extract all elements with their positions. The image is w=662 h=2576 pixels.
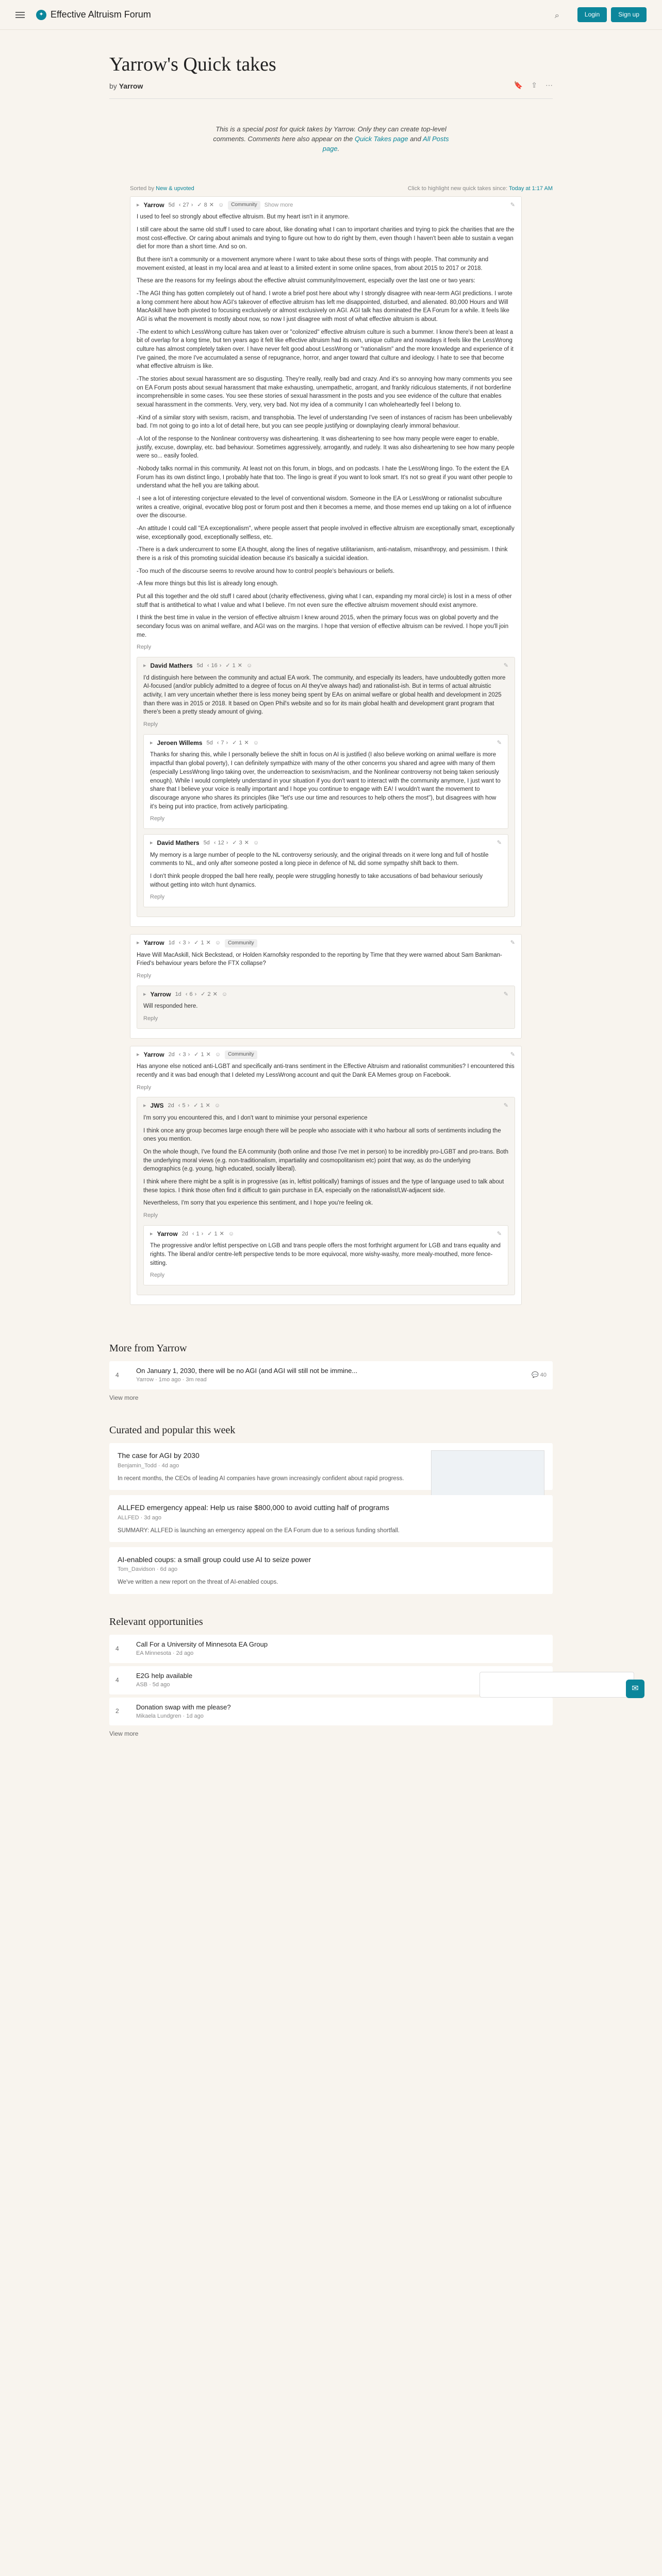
comment-age[interactable]: 5d <box>203 839 210 846</box>
upvote-icon[interactable]: › <box>219 663 222 669</box>
more-from-list <box>109 1361 553 1389</box>
downvote-icon[interactable]: ‹ <box>217 739 219 746</box>
comment-meta <box>137 939 515 947</box>
comment-paragraph: Have Will MacAskill, Nick Beckstead, or Holden Karnofsky responded to the reporting by Time that they were warned about Sam Bankman-Fried's behaviour years before the FTX collapse? <box>137 952 502 967</box>
comment-paragraph: Will responded here. <box>143 1003 198 1010</box>
add-reaction-icon[interactable]: ☺ <box>246 663 253 669</box>
karma-vote[interactable] <box>207 662 222 670</box>
section-title: Curated and popular this week <box>109 1425 236 1436</box>
karma-count: 6 <box>189 991 193 997</box>
all-posts-link[interactable]: All Posts page <box>322 135 449 153</box>
comment-paragraph: -Nobody talks normal in this community. At least not on this forum, in blogs, and on podcasts. I hate the LessWrong lingo. To the extent the EA Forum has its own distinct lingo, I probably hate that too. The lingo is great if you want to look smart. It's not so great if you want other people to understand what the hell you are talking about. <box>137 466 512 489</box>
post-karma: 2 <box>115 1707 119 1715</box>
disagree-x-icon[interactable]: ✕ <box>206 939 211 946</box>
agree-check-icon[interactable]: ✓ <box>232 739 237 746</box>
collapse-icon[interactable]: ▸ <box>150 839 153 846</box>
upvote-icon[interactable]: › <box>226 839 228 846</box>
post-summary: SUMMARY: ALLFED is launching an emergency appeal on the EA Forum due to a serious funding shortfall. <box>118 1527 400 1534</box>
comment-author[interactable]: Jeroen Willems <box>157 739 203 747</box>
comment-paragraph: -The AGI thing has gotten completely out of hand. I wrote a brief post here about why I strongly disagree with near-term AGI predictions. I wrote a long comment here about how AGI's takeover of effective altruism has left me disappointed, disturbed, and alienated. 80,000 Hours and Will MacAskill have both pivoted to focusing exclusively or almost exclusively on AGI. AGI talk has dominated the EA Forum for a while. It feels like AGI is what the movement is mostly about now, so now I just disagree with most of what effective altruism is about. <box>137 290 512 323</box>
show-more-link[interactable]: Show more <box>264 201 293 208</box>
comment-meta <box>150 839 502 848</box>
post-item[interactable] <box>109 1635 553 1663</box>
upvote-icon[interactable]: › <box>194 991 197 997</box>
sort-bar: Sorted by New & upvoted Click to highlight new quick takes since: Today at 1:17 AM <box>130 185 553 192</box>
comment-menu-icon[interactable]: ✎ <box>510 201 515 208</box>
agree-check-icon[interactable]: ✓ <box>194 1051 199 1058</box>
agree-vote[interactable] <box>194 1051 211 1059</box>
comment-paragraph: But there isn't a community or a movement anymore where I want to take about these sorts of things with people. That community and movement existed, at least in my local area and at least to a limited extent in some online spaces, from about 2015 to 2017 or 2018. <box>137 256 489 272</box>
community-tag[interactable]: Community <box>225 1050 257 1059</box>
post-title[interactable] <box>136 1366 526 1384</box>
agree-count: 1 <box>200 1103 204 1109</box>
comment-author[interactable]: David Mathers <box>150 662 193 670</box>
agree-count: 2 <box>207 991 211 997</box>
karma-vote[interactable] <box>178 1102 189 1110</box>
disagree-x-icon[interactable]: ✕ <box>212 991 218 997</box>
upvote-icon[interactable]: › <box>201 1230 204 1237</box>
collapse-icon[interactable]: ▸ <box>150 1230 153 1237</box>
collapse-icon[interactable]: ▸ <box>150 739 153 746</box>
add-reaction-icon[interactable]: ☺ <box>253 739 259 746</box>
reply-button[interactable]: Reply <box>143 1015 158 1022</box>
add-reaction-icon[interactable]: ☺ <box>253 839 259 846</box>
comment-count[interactable]: 💬 40 <box>532 1371 547 1378</box>
comment-age[interactable]: 1d <box>175 991 181 997</box>
author-link[interactable]: Yarrow <box>119 82 143 91</box>
comment-menu-icon[interactable]: ✎ <box>496 739 502 746</box>
comment-menu-icon[interactable]: ✎ <box>510 1051 515 1058</box>
comment-body <box>137 213 515 639</box>
karma-count: 7 <box>221 739 224 746</box>
comment-paragraph: -Kind of a similar story with sexism, racism, and transphobia. The level of understanding I've seen of instances of racism has been unbelievably bad. I'm not going to go into a lot of detail here, but you can see people justifying or downplaying clearly immoral behaviour. <box>137 414 512 430</box>
comment-body <box>143 674 508 717</box>
agree-check-icon[interactable]: ✓ <box>207 1230 212 1237</box>
post-title-text[interactable]: E2G help available <box>136 1671 193 1680</box>
post-title[interactable]: The case for AGI by 2030 <box>118 1451 200 1460</box>
comment-menu-icon[interactable]: ✎ <box>510 939 515 946</box>
comment-body <box>150 851 502 890</box>
chat-icon[interactable]: ✉ <box>626 1680 644 1698</box>
karma-vote[interactable] <box>217 739 228 748</box>
comment-age[interactable]: 1d <box>168 939 175 946</box>
section-title: Relevant opportunities <box>109 1616 203 1628</box>
reply-button[interactable]: Reply <box>143 1212 158 1218</box>
agree-vote[interactable] <box>197 201 214 210</box>
comment-paragraph: I'm sorry you encountered this, and I don't want to minimise your personal experience <box>143 1114 368 1121</box>
section-title: More from Yarrow <box>109 1343 187 1354</box>
karma-count: 1 <box>196 1230 200 1237</box>
downvote-icon[interactable]: ‹ <box>178 201 181 208</box>
disagree-x-icon[interactable]: ✕ <box>244 739 249 746</box>
post-authors[interactable]: ALLFED · 3d ago <box>118 1514 161 1521</box>
add-reaction-icon[interactable]: ☺ <box>221 991 228 997</box>
page-title: Yarrow's Quick takes <box>109 54 276 75</box>
curated-list <box>109 1443 553 1594</box>
karma-vote[interactable] <box>179 1051 190 1059</box>
agree-count: 1 <box>201 939 204 946</box>
reply-button[interactable]: Reply <box>150 894 165 901</box>
comment-paragraph: -I see a lot of interesting conjecture elevated to the level of conventional wisdom. Someone in the EA or LessWrong or rationalist subculture writes a creative, original, evocative blog post or forum post and then it becomes a meme, and those memes end up taking on a lot of influence over the discourse. <box>137 496 511 519</box>
downvote-icon[interactable]: ‹ <box>178 1051 181 1058</box>
post-title[interactable] <box>136 1640 547 1658</box>
agree-count: 1 <box>239 739 242 746</box>
upvote-icon[interactable]: › <box>188 1051 190 1058</box>
agree-count: 8 <box>204 201 207 208</box>
upvote-icon[interactable]: › <box>191 201 193 208</box>
comment-meta <box>143 1101 508 1110</box>
karma-count: 5 <box>182 1103 186 1109</box>
post-meta: Mikaela Lundgren · 1d ago <box>136 1713 204 1719</box>
post-item[interactable] <box>109 1361 553 1389</box>
comment-meta <box>143 662 508 670</box>
comment-author[interactable]: JWS <box>150 1102 164 1110</box>
comment-body <box>143 1114 508 1208</box>
disagree-x-icon[interactable]: ✕ <box>237 663 242 669</box>
agree-check-icon[interactable]: ✓ <box>201 991 206 997</box>
disagree-x-icon[interactable]: ✕ <box>206 1051 211 1058</box>
comment-author[interactable]: Yarrow <box>143 1050 164 1058</box>
comment-age[interactable]: 5d <box>206 739 213 746</box>
downvote-icon[interactable]: ‹ <box>178 939 181 946</box>
agree-check-icon[interactable]: ✓ <box>194 939 199 946</box>
comment-paragraph: On the whole though, I've found the EA community (both online and those I've met in person) to be incredibly pro-LGBT and pro-trans. Both the underlying moral views (e.g. non-traditionalism, impartiality and cosmopolitanism etc) point that way, as do the underlying demographics (e.g. young, high educated, socially liberal). <box>143 1148 509 1173</box>
karma-vote[interactable] <box>179 201 193 210</box>
disagree-x-icon[interactable]: ✕ <box>219 1230 224 1237</box>
community-tag[interactable]: Community <box>228 201 260 210</box>
reply-button[interactable]: Reply <box>137 644 152 651</box>
post-karma: 4 <box>115 1676 119 1684</box>
post-actions <box>514 80 553 90</box>
post-title[interactable]: AI-enabled coups: a small group could use AI to seize power <box>118 1555 311 1564</box>
karma-vote[interactable] <box>214 839 228 848</box>
comment-author[interactable]: Yarrow <box>143 939 164 947</box>
post-karma: 4 <box>115 1645 119 1652</box>
comment-paragraph: I think the best time in value in the version of effective altruism I knew around 2015, when the primary focus was on global poverty and the secondary focus was on animal welfare, and AGI was on the margins. I hope that version of effective altruism can be revived. I hope you'll join me. <box>137 615 509 638</box>
add-reaction-icon[interactable]: ☺ <box>228 1230 235 1237</box>
downvote-icon[interactable]: ‹ <box>207 663 209 669</box>
comment-paragraph: -Too much of the discourse seems to revolve around how to control people's behaviours or beliefs. <box>137 568 395 574</box>
view-more-link[interactable]: View more <box>109 1730 139 1738</box>
collapse-icon[interactable]: ▸ <box>137 939 140 946</box>
collapse-icon[interactable]: ▸ <box>143 991 146 997</box>
comment-paragraph: I think where there might be a split is in progressive (as in, leftist politically) framings of issues and the type of language used to talk about these topics. I think those often find it difficult to gain purchase in EA, especially on the rationalist/LW-adjacent side. <box>143 1178 504 1194</box>
comment-body <box>137 951 515 968</box>
reply-button[interactable]: Reply <box>143 721 158 728</box>
quick-takes-link[interactable]: Quick Takes page <box>354 135 408 143</box>
search-icon[interactable]: ⌕ <box>554 11 559 20</box>
disagree-x-icon[interactable]: ✕ <box>209 201 214 208</box>
karma-vote[interactable] <box>179 939 190 947</box>
agree-check-icon[interactable]: ✓ <box>225 663 230 669</box>
divider <box>109 98 553 99</box>
collapse-icon[interactable]: ▸ <box>137 1051 140 1058</box>
post-header <box>109 30 553 99</box>
forum-logo-icon[interactable]: ✦ <box>36 10 46 20</box>
collapse-icon[interactable]: ▸ <box>137 201 140 208</box>
downvote-icon[interactable]: ‹ <box>213 839 216 846</box>
comment <box>130 934 522 1039</box>
comment-meta <box>137 1050 515 1059</box>
karma-vote[interactable] <box>186 991 196 999</box>
comment <box>130 196 522 927</box>
comment-menu-icon[interactable]: ✎ <box>503 1103 508 1109</box>
comment-age[interactable]: 5d <box>196 663 203 669</box>
comment-meta <box>137 201 515 210</box>
comment-body <box>150 1242 502 1267</box>
comment-author[interactable]: Yarrow <box>150 990 171 998</box>
comment-paragraph: Nevertheless, I'm sorry that you experience this sentiment, and I hope you're feeling ok. <box>143 1200 373 1207</box>
comment-body <box>137 1062 515 1079</box>
comment-body <box>143 1002 508 1011</box>
comment-author[interactable]: David Mathers <box>157 839 200 847</box>
post-title-text[interactable]: Call For a University of Minnesota EA Group <box>136 1640 268 1649</box>
comment-paragraph: -A lot of the response to the Nonlinear controversy was disheartening. It was disheartening to see how many people were eager to enable, justify, excuse, downplay, etc. bad behaviour. Sometimes aggressively, arrogantly, and rudely. It was also disheartening to see how many people were so... easily fooled. <box>137 436 515 460</box>
comment-menu-icon[interactable]: ✎ <box>503 663 508 669</box>
comment-meta <box>150 739 502 748</box>
agree-vote[interactable] <box>201 991 218 999</box>
bookmark-icon[interactable]: 🔖 <box>514 81 523 90</box>
upvote-icon[interactable]: › <box>226 739 228 746</box>
comment-paragraph: -There is a dark undercurrent to some EA thought, along the lines of negative utilitarianism, anti-natalism, misanthropy, and pessimism. I think there is a risk of this promoting suicidal ideation because it's basically a suicidal ideation. <box>137 547 508 562</box>
comment <box>143 734 508 829</box>
karma-count: 16 <box>211 663 218 669</box>
downvote-icon[interactable]: ‹ <box>192 1230 194 1237</box>
comment-paragraph: The progressive and/or leftist perspective on LGB and trans people offers the most forthright argument for LGB and trans equality and rights. The liberal and/or centre-left perspective tends to be more equivocal, more wishy-washy, more mealy-mouthed, more fence-sitting. <box>150 1243 501 1266</box>
karma-count: 3 <box>183 1051 186 1058</box>
comment-paragraph: Thanks for sharing this, while I personally believe the shift in focus on AI is justified (I also believe working on animal welfare is more impactful than global poverty), I can definitely sympathize with many of the other concerns you shared and agree with many of them (especially LessWrong lingo taking over, the underreaction to sexism/racism, and the Nonlinear controversy not being taken seriously enough). While I would completely understand in your situation if you don't want to interact with the community anymore, I just want to share that I believe your voice is really important and I hope you continue to engage with EA! I wouldn't want the movement to discourage anyone who shares its principles (like "let's use our time and resources to help others the most"), but disagrees with how it's being put into practice, from actively participating. <box>150 752 501 810</box>
disagree-x-icon[interactable]: ✕ <box>244 839 249 846</box>
post-meta: Yarrow · 1mo ago · 3m read <box>136 1377 207 1383</box>
post-summary: In recent months, the CEOs of leading AI companies have grown increasingly confident about rapid progress. <box>118 1475 404 1482</box>
collapse-icon[interactable]: ▸ <box>143 1103 146 1109</box>
agree-check-icon[interactable]: ✓ <box>197 201 202 208</box>
sort-dropdown[interactable]: New & upvoted <box>156 185 194 192</box>
comment-menu-icon[interactable]: ✎ <box>503 991 508 997</box>
comment-paragraph: Put all this together and the old stuff I cared about (charity effectiveness, giving what I can, expanding my moral circle) is lost in a mess of other stuff that is antithetical to what I value and what I believe. I'm not even sure the effective altruism movement should exist anymore. <box>137 594 512 608</box>
comment-body <box>150 751 502 811</box>
comment-paragraph: My memory is a large number of people to the NL controversy seriously, and the original threads on it were long and full of hostile comments to NL, and only after someone posted a long piece in defence of NL did some sympathy shift back to them. <box>150 852 489 867</box>
post-meta: EA Minnesota · 2d ago <box>136 1650 194 1656</box>
comment <box>137 986 515 1029</box>
agree-vote[interactable] <box>232 739 249 748</box>
add-reaction-icon[interactable]: ☺ <box>214 1103 221 1109</box>
comment-age[interactable]: 2d <box>168 1103 174 1109</box>
add-reaction-icon[interactable]: ☺ <box>218 201 224 208</box>
top-navigation <box>0 0 662 30</box>
reply-button[interactable]: Reply <box>137 972 152 979</box>
agree-count: 1 <box>214 1230 218 1237</box>
reply-button[interactable]: Reply <box>150 816 165 822</box>
upvote-icon[interactable]: › <box>188 939 190 946</box>
reply-button[interactable]: Reply <box>137 1084 152 1091</box>
comment-paragraph: I'd distinguish here between the community and actual EA work. The community, and especially its leaders, have undoubtedly gotten more AI-focused (and/or publicly admitted to a degree of focus on AI they've always had) and rationalist-ish. But in terms of actual altruistic activity, I am very uncertain whether there is less money being spent by EAs on animal welfare or global health and development in 2025 than there was in 2015 or 2018. It based on Open Phil's website and so for its main global health and development grant program that there's been a pretty steady amount of giving. <box>143 674 506 716</box>
comment-paragraph: -The stories about sexual harassment are so disgusting. They're really, really bad and crazy. And it's so annoying how many comments you see on EA Forum posts about sexual harassment that make exhausting, unempathetic, arrogant, and frankly ridiculous statements, if not borderline incomprehensible in some cases. You see these stories of sexual harassment in the posts and you see evidence of the culture that enables sexual harassment in the comments. Very, very, very bad. Not my idea of a community I can wholeheartedly feel I belong to. <box>137 376 512 409</box>
agree-count: 1 <box>201 1051 204 1058</box>
post-authors[interactable]: Tom_Davidson · 6d ago <box>118 1566 178 1573</box>
agree-vote[interactable] <box>232 839 249 848</box>
comment <box>143 834 508 907</box>
page-container <box>109 30 553 1780</box>
view-more-link[interactable]: View more <box>109 1394 139 1401</box>
site-title[interactable]: Effective Altruism Forum <box>51 9 151 20</box>
comment-paragraph: -The extent to which LessWrong culture has taken over or "colonized" effective altruism culture is such a bummer. I know there's been at least a bit of overlap for a long time, but ten years ago it felt like effective altruism had its own, unique culture and nowadays it feels like the LessWrong culture has almost completely taken over. I have never felt good about LessWrong or "rationalism" and the more knowledge and experience of it I've gained, the more I've accumulated a sense of repugnance, horror, and anger toward that culture and ideology. I hate to see that become what effective altruism is like. <box>137 329 514 370</box>
curated-post-card[interactable] <box>109 1547 553 1594</box>
comment-meta <box>150 1230 502 1239</box>
comment-paragraph: Has anyone else noticed anti-LGBT and specifically anti-trans sentiment in the Effective Altruism and rationalist communities? I encountered this recently and it was bad enough that I deleted my LessWrong account and quit the Dank EA Memes group on Facebook. <box>137 1063 515 1078</box>
post-title-text[interactable]: Donation swap with me please? <box>136 1703 231 1711</box>
karma-vote[interactable] <box>192 1230 203 1239</box>
comment <box>130 1046 522 1305</box>
agree-check-icon[interactable]: ✓ <box>232 839 237 846</box>
reply-button[interactable]: Reply <box>150 1272 165 1279</box>
signup-button[interactable]: Sign up <box>611 7 647 22</box>
agree-check-icon[interactable]: ✓ <box>193 1103 198 1109</box>
comment-paragraph: I still care about the same old stuff I used to care about, like donating what I can to important charities and trying to pick the charities that are the most cost-effective. Or caring about animals and trying to figure out how to do right by them, even though I haven't been able to sustain a vegan diet for more than a short time. And so on. <box>137 226 515 250</box>
byline: by Yarrow <box>109 82 143 91</box>
agree-vote[interactable] <box>193 1102 210 1110</box>
comment-thread <box>130 196 522 1305</box>
highlight-date-selector[interactable]: Today at 1:17 AM <box>509 185 553 192</box>
comment-menu-icon[interactable]: ✎ <box>496 1230 502 1237</box>
post-title[interactable]: ALLFED emergency appeal: Help us raise $800,000 to avoid cutting half of programs <box>118 1503 389 1512</box>
agree-vote[interactable] <box>207 1230 224 1239</box>
comment-author[interactable]: Yarrow <box>157 1230 178 1238</box>
karma-count: 3 <box>183 939 186 946</box>
menu-icon[interactable] <box>15 12 25 18</box>
curated-post-card[interactable] <box>109 1495 553 1542</box>
upvote-icon[interactable]: › <box>187 1103 190 1109</box>
more-from-section <box>109 1341 553 1402</box>
agree-vote[interactable] <box>194 939 211 947</box>
comment-meta <box>143 990 508 999</box>
add-reaction-icon[interactable]: ☺ <box>214 1051 221 1058</box>
post-summary: We've written a new report on the threat of AI-enabled coups. <box>118 1579 278 1586</box>
post-authors[interactable]: Benjamin_Todd · 4d ago <box>118 1462 179 1469</box>
comment-age[interactable]: 2d <box>181 1230 188 1237</box>
karma-count: 12 <box>218 839 224 846</box>
comment-paragraph: I used to feel so strongly about effective altruism. But my heart isn't in it anymore. <box>137 214 350 221</box>
login-button[interactable]: Login <box>577 7 607 22</box>
comment-paragraph: I don't think people dropped the ball here really, people were struggling honestly to take accusations of bad behaviour seriously without getting into witch hunt dynamics. <box>150 873 483 888</box>
add-reaction-icon[interactable]: ☺ <box>214 939 221 946</box>
comment-paragraph: These are the reasons for my feelings about the effective altruist community/movement, especially over the last one or two years: <box>137 278 475 284</box>
downvote-icon[interactable]: ‹ <box>178 1103 180 1109</box>
comment-author[interactable]: Yarrow <box>143 201 164 209</box>
intro-text: This is a special post for quick takes by Yarrow. Only they can create top-level comments. Comments here also appear on the Quick Takes page and All Posts page. <box>213 125 449 153</box>
post-meta: ASB · 5d ago <box>136 1681 170 1688</box>
agree-count: 3 <box>239 839 242 846</box>
karma-count: 27 <box>183 201 189 208</box>
community-tag[interactable]: Community <box>225 939 257 948</box>
post-karma: 4 <box>115 1371 119 1379</box>
comment-paragraph: -An attitude I could call "EA exceptionalism", where people assert that people involved in effective altruism are exceptionally smart, exceptionally wise, exceptionally good, exceptionally selfless, etc. <box>137 526 515 540</box>
comment-age[interactable]: 5d <box>168 201 175 208</box>
comment <box>137 657 515 917</box>
collapse-icon[interactable]: ▸ <box>143 663 146 669</box>
post-title[interactable] <box>136 1703 547 1721</box>
agree-vote[interactable] <box>225 662 242 670</box>
comment <box>143 1225 508 1285</box>
post-item[interactable] <box>109 1698 553 1726</box>
comment-paragraph: -A few more things but this list is already long enough. <box>137 581 278 587</box>
disagree-x-icon[interactable]: ✕ <box>205 1103 210 1109</box>
comment <box>137 1097 515 1295</box>
post-title-text[interactable]: On January 1, 2030, there will be no AGI (and AGI will still not be immine... <box>136 1367 358 1375</box>
curated-section <box>109 1423 553 1594</box>
notification-popup[interactable] <box>479 1672 634 1698</box>
comment-paragraph: I think once any group becomes large enough there will be people who associate with it who harbour all sorts of sentiments including the ones you mention. <box>143 1127 501 1143</box>
comment-age[interactable]: 2d <box>168 1051 175 1058</box>
comment-menu-icon[interactable]: ✎ <box>496 839 502 846</box>
downvote-icon[interactable]: ‹ <box>185 991 188 997</box>
agree-count: 1 <box>232 663 236 669</box>
share-icon[interactable]: ⇪ <box>531 81 537 90</box>
curated-post-card[interactable] <box>109 1443 553 1490</box>
more-options-icon[interactable]: ⋯ <box>545 81 553 90</box>
